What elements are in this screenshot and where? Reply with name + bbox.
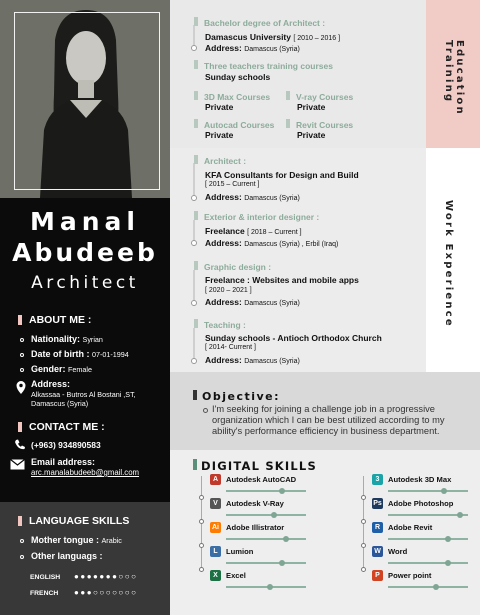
level-dot-filled: ● [86, 588, 94, 597]
dob-label: Date of birth : [31, 349, 90, 359]
nationality-label: Nationality: [31, 334, 81, 344]
timeline-dot [191, 45, 197, 51]
language-panel [0, 502, 170, 615]
heading-bar [194, 60, 198, 69]
skill-name: Adobe Photoshop [388, 499, 454, 508]
level-dot-empty: ○ [131, 572, 138, 581]
first-name: Manal [30, 207, 140, 236]
exp-1-address: Damascus (Syria) [244, 195, 300, 202]
level-dot-empty: ○ [118, 588, 125, 597]
level-dot-filled: ● [74, 588, 81, 597]
nationality-value: Syrian [82, 335, 103, 344]
profile-photo [0, 0, 170, 198]
heading-bar [286, 91, 290, 100]
skill-level-track [388, 538, 468, 540]
email-link[interactable]: arc.manalabudeeb@gmail.com [31, 468, 140, 477]
skill-level-knob [441, 488, 447, 494]
address-label: Address: [205, 355, 242, 365]
skill-level-knob [433, 584, 439, 590]
heading-bar [286, 119, 290, 128]
skill-name: Autodesk 3D Max [388, 475, 452, 484]
excel-icon: X [210, 570, 221, 581]
objective-line-1: I'm seeking for joining a challenge job in a progressive [212, 404, 435, 414]
objective-heading-text: Objective: [202, 390, 281, 403]
bullet-icon [20, 353, 24, 357]
experience-tab-label: Work Experience [443, 200, 454, 328]
skill-level-track [226, 490, 306, 492]
skill-level-track [388, 514, 468, 516]
exp-2-address-row [205, 238, 338, 248]
heading-bar [194, 119, 198, 128]
edu-course5-title-text: Revit Courses [296, 120, 354, 130]
skill-name: Word [388, 547, 408, 556]
edu-course4-title [194, 119, 274, 130]
exp-4-dates: [ 2014- Current ] [205, 344, 256, 351]
exp-2-org-row [205, 226, 302, 236]
vray-icon: V [210, 498, 221, 509]
level-dot-filled: ● [80, 572, 87, 581]
last-name: Abudeeb [12, 238, 158, 267]
timeline-dot [199, 495, 204, 500]
timeline-dot [191, 240, 197, 246]
email-label: Email address: [31, 457, 96, 467]
bullet-icon [20, 555, 24, 559]
heading-bar [193, 459, 197, 470]
photo-frame [14, 12, 160, 190]
edu-course1-title-text: Three teachers training courses [204, 61, 333, 71]
exp-2-address: Damascus (Syria) , Erbil (Iraq) [244, 241, 339, 248]
level-dot-filled: ● [105, 572, 113, 581]
level-dot-empty: ○ [124, 588, 132, 597]
address-label: Address: [205, 192, 242, 202]
address-line-2: Damascus (Syria) [31, 399, 89, 408]
edu-degree-title-text: Bachelor degree of Architect : [204, 18, 326, 28]
skill-level-knob [279, 488, 285, 494]
timeline-dot [361, 495, 366, 500]
timeline-dot [361, 567, 366, 572]
level-dot-empty: ○ [99, 588, 106, 597]
skill-name: Autodesk AutoCAD [226, 475, 297, 484]
language-french-name: FRENCH [30, 590, 59, 597]
email-icon [10, 459, 25, 470]
bullet-icon [20, 338, 24, 342]
revit-icon: R [372, 522, 383, 533]
edu-course5-title [286, 119, 353, 130]
address-label: Address: [205, 238, 242, 248]
edu-course1-title [194, 60, 333, 71]
skill-level-track [226, 586, 306, 588]
edu-course4-org: Private [205, 130, 234, 140]
timeline-dot [191, 300, 197, 306]
timeline-dot [199, 519, 204, 524]
gender-label: Gender: [31, 364, 66, 374]
edu-course2-title-text: 3D Max Courses [204, 92, 271, 102]
skill-level-knob [445, 536, 451, 542]
location-pin-icon [16, 381, 26, 394]
edu-degree-title [194, 17, 325, 28]
exp-4-org: Sunday schools - Antioch Orthodox Church [205, 333, 382, 343]
level-dot-empty: ○ [124, 572, 132, 581]
contact-heading [18, 421, 105, 433]
heading-bar [18, 422, 22, 432]
address-label: Address: [205, 297, 242, 307]
edu-course5-org: Private [297, 130, 326, 140]
powerpoint-icon: P [372, 570, 383, 581]
exp-1-role-text: Architect : [204, 156, 247, 166]
exp-1-address-row [205, 192, 300, 202]
timeline-dot [361, 519, 366, 524]
exp-3-address-row [205, 297, 300, 307]
illustrator-icon: Ai [212, 524, 219, 531]
timeline-dot [361, 543, 366, 548]
edu-degree-address-row [205, 43, 300, 53]
skill-name: Adobe Illistrator [226, 523, 285, 532]
language-english-level [74, 572, 137, 581]
timeline-dot [191, 195, 197, 201]
mother-tongue-row [31, 535, 122, 545]
edu-course3-title-text: V-ray Courses [296, 92, 354, 102]
skill-level-track [388, 562, 468, 564]
exp-3-org: Freelance : Websites and mobile apps [205, 275, 359, 285]
bullet-icon [20, 368, 24, 372]
gender-value: Female [68, 365, 92, 374]
language-english-name: ENGLISH [30, 574, 61, 581]
other-languages-label: Other languags : [31, 551, 103, 561]
heading-bar [194, 91, 198, 100]
level-dot-empty: ○ [118, 572, 125, 581]
edu-degree-school: Damascus University [205, 32, 291, 42]
about-heading-text: ABOUT ME : [29, 314, 92, 326]
word-icon: W [372, 546, 383, 557]
edu-course3-org: Private [297, 102, 326, 112]
skill-name: Adobe Revit [388, 523, 433, 532]
heading-bar [194, 261, 198, 270]
education-tab-label: Education Training [443, 40, 465, 116]
skill-level-knob [279, 560, 285, 566]
timeline-dot [191, 358, 197, 364]
skill-name: Excel [226, 571, 246, 580]
about-heading [18, 314, 91, 326]
skill-name: Autodesk V-Ray [226, 499, 284, 508]
edu-degree-dates: [ 2010 – 2016 ] [293, 35, 341, 42]
objective-line-2: organization which I can be best utilized according to my [212, 415, 445, 425]
photoshop-icon: Ps [373, 500, 382, 507]
autocad-icon: A [210, 474, 221, 485]
heading-bar [18, 315, 22, 325]
edu-course3-title [286, 91, 353, 102]
skill-level-knob [271, 512, 277, 518]
edu-degree-address: Damascus (Syria) [244, 46, 300, 53]
skill-level-track [388, 490, 468, 492]
address-line-1: Alkassaa - Butros Al Bostani ,ST, [31, 390, 136, 399]
level-dot-empty: ○ [105, 588, 113, 597]
objective-line-3: ability's performance efficiency in business department. [212, 426, 440, 436]
level-dot-empty: ○ [93, 588, 100, 597]
nationality-row [31, 334, 103, 344]
timeline-dot [199, 543, 204, 548]
timeline-line [201, 476, 202, 572]
level-dot-empty: ○ [131, 588, 138, 597]
job-title: Architect [31, 273, 139, 293]
heading-bar [194, 17, 198, 26]
phone-number[interactable]: (+963) 934890583 [31, 440, 101, 450]
exp-1-dates: [ 2015 – Current ] [205, 181, 260, 188]
heading-bar [194, 155, 198, 164]
lumion-icon: L [210, 546, 221, 557]
exp-4-address: Damascus (Syria) [244, 358, 300, 365]
left-sidebar [0, 0, 170, 615]
language-french-level [74, 588, 137, 597]
language-heading [18, 515, 129, 527]
timeline-dot [199, 567, 204, 572]
skill-name: Power point [388, 571, 432, 580]
exp-4-role [194, 319, 246, 330]
edu-course4-title-text: Autocad Courses [204, 120, 275, 130]
contact-heading-text: CONTACT ME : [29, 421, 105, 433]
experience-tab [426, 148, 480, 372]
exp-2-role-text: Exterior & interior designer : [204, 212, 320, 222]
education-tab [426, 0, 480, 148]
3dmax-icon: 3 [372, 474, 383, 485]
language-heading-text: LANGUAGE SKILLS [29, 515, 130, 527]
dob-value: 07-01-1994 [92, 350, 129, 359]
exp-1-role [194, 155, 246, 166]
skill-level-knob [445, 560, 451, 566]
skill-name: Lumion [226, 547, 254, 556]
objective-heading [193, 390, 280, 403]
exp-4-address-row [205, 355, 300, 365]
exp-2-org: Freelance [205, 226, 245, 236]
exp-3-role-text: Graphic design : [204, 262, 272, 272]
exp-2-dates: [ 2018 – Current ] [247, 229, 302, 236]
address-label: Address: [205, 43, 242, 53]
exp-3-dates: [ 2020 – 2021 ] [205, 287, 252, 294]
address-label: Address: [31, 379, 71, 389]
skill-level-knob [283, 536, 289, 542]
edu-degree-school-row [205, 32, 340, 42]
level-dot-filled: ● [86, 572, 94, 581]
bullet-icon [20, 539, 24, 543]
bullet-icon [203, 408, 208, 413]
dob-row [31, 349, 129, 359]
skills-heading [193, 459, 317, 473]
exp-3-address: Damascus (Syria) [244, 300, 300, 307]
level-dot-filled: ● [80, 588, 87, 597]
heading-bar [194, 319, 198, 328]
level-dot-filled: ● [99, 572, 106, 581]
mother-tongue-label: Mother tongue : [31, 535, 99, 545]
skill-level-track [226, 562, 306, 564]
heading-bar [18, 516, 22, 526]
level-dot-filled: ● [74, 572, 81, 581]
skill-level-track [226, 538, 306, 540]
exp-4-role-text: Teaching : [204, 320, 246, 330]
phone-icon [14, 439, 25, 450]
skill-level-track [388, 586, 468, 588]
heading-bar [193, 390, 197, 400]
level-dot-filled: ● [112, 572, 119, 581]
gender-row [31, 364, 92, 374]
mother-tongue-value: Arabic [101, 536, 122, 545]
skills-heading-text: DIGITAL SKILLS [201, 459, 317, 473]
exp-2-role [194, 211, 319, 222]
level-dot-filled: ● [93, 572, 100, 581]
exp-1-org: KFA Consultants for Design and Build [205, 170, 359, 180]
skill-level-knob [457, 512, 463, 518]
level-dot-empty: ○ [112, 588, 119, 597]
skill-level-track [226, 514, 306, 516]
heading-bar [194, 211, 198, 220]
edu-course1-org: Sunday schools [205, 72, 271, 82]
edu-course2-org: Private [205, 102, 234, 112]
timeline-line [363, 476, 364, 572]
skill-level-knob [267, 584, 273, 590]
exp-3-role [194, 261, 271, 272]
edu-course2-title [194, 91, 270, 102]
